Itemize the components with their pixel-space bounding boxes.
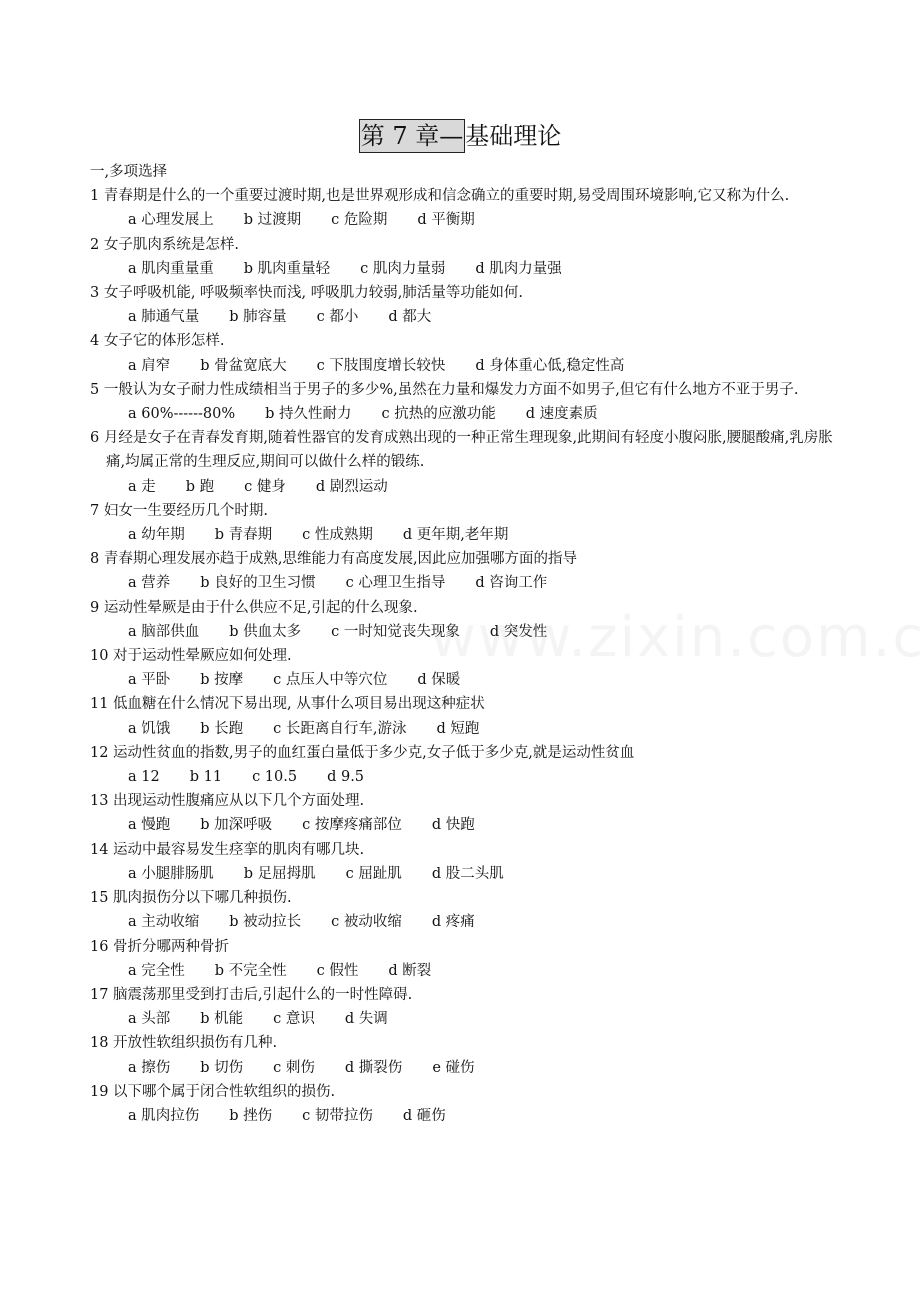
chapter-number-box: 第 7 章— [359, 119, 466, 153]
answer-option: a 肩窄 [128, 357, 171, 374]
question-item [90, 838, 850, 886]
answer-option: c 长距离自行车,游泳 [273, 720, 407, 737]
answer-options [90, 1104, 850, 1128]
answer-option: c 一时知觉丧失现象 [331, 623, 460, 640]
answer-option: b 挫伤 [229, 1107, 273, 1124]
answer-option: d 疼痛 [431, 914, 475, 931]
answer-option: c 屈趾肌 [345, 865, 402, 882]
question-item [90, 596, 850, 644]
answer-options [90, 862, 850, 886]
question-text: 12 运动性贫血的指数,男子的血红蛋白量低于多少克,女子低于多少克,就是运动性贫血 [90, 744, 635, 761]
question-text: 7 妇女一生要经历几个时期. [90, 502, 268, 519]
answer-option: d 砸伤 [402, 1107, 446, 1124]
answer-option: d 速度素质 [525, 406, 598, 423]
answer-option: b 青春期 [214, 527, 273, 544]
answer-options [90, 1007, 850, 1031]
answer-option: d 肌肉力量强 [475, 260, 562, 277]
answer-options [90, 571, 850, 595]
answer-option: b 加深呼吸 [200, 817, 273, 834]
answer-option: d 断裂 [388, 962, 432, 979]
question-item [90, 378, 850, 426]
question-text: 4 女子它的体形怎样. [90, 333, 225, 350]
question-item [90, 644, 850, 692]
answer-options [90, 523, 850, 547]
answer-option: b 足屈拇肌 [243, 865, 316, 882]
answer-option: b 11 [189, 769, 223, 786]
question-item [90, 547, 850, 595]
answer-option: b 肌肉重量轻 [243, 260, 331, 277]
answer-option: a 头部 [128, 1011, 171, 1028]
question-item [90, 184, 850, 232]
answer-option: a 完全性 [128, 962, 185, 979]
question-item [90, 499, 850, 547]
answer-option: d 9.5 [327, 769, 365, 786]
answer-option: c 肌肉力量弱 [360, 260, 446, 277]
section-heading: 一,多项选择 [90, 164, 168, 180]
answer-options [90, 1056, 850, 1080]
question-item [90, 426, 850, 499]
answer-option: b 骨盆宽底大 [200, 357, 287, 374]
answer-option: a 幼年期 [128, 527, 185, 544]
answer-option: d 短跑 [436, 720, 480, 737]
question-item [90, 886, 850, 934]
answer-options [90, 668, 850, 692]
answer-options [90, 208, 850, 232]
answer-option: a 肌肉重量重 [128, 260, 214, 277]
questions-container [90, 184, 850, 1128]
answer-options [90, 475, 850, 499]
question-item [90, 281, 850, 329]
question-text: 5 一般认为女子耐力性成绩相当于男子的多少%,虽然在力量和爆发力方面不如男子,但它有什么地方不亚于男子. [90, 381, 799, 398]
answer-options [90, 305, 850, 329]
answer-option: a 擦伤 [128, 1059, 171, 1076]
answer-options [90, 717, 850, 741]
answer-option: d 平衡期 [417, 212, 475, 229]
answer-option: c 下肢围度增长较快 [316, 357, 446, 374]
answer-options [90, 765, 850, 789]
answer-option: d 突发性 [489, 623, 548, 640]
question-text: 10 对于运动性晕厥应如何处理. [90, 648, 292, 665]
answer-option: c 都小 [316, 309, 359, 326]
question-item [90, 692, 850, 740]
answer-option: b 长跑 [200, 720, 244, 737]
answer-options [90, 257, 850, 281]
answer-option: b 跑 [185, 478, 215, 495]
question-text: 17 脑震荡那里受到打击后,引起什么的一时性障碍. [90, 986, 413, 1003]
question-text: 3 女子呼吸机能, 呼吸频率快而浅, 呼吸肌力较弱,肺活量等功能如何. [90, 285, 523, 302]
answer-option: c 心理卫生指导 [345, 575, 446, 592]
answer-option: c 点压人中等穴位 [273, 672, 388, 689]
question-item [90, 1080, 850, 1128]
answer-option: c 被动收缩 [331, 914, 402, 931]
answer-option: d 撕裂伤 [344, 1059, 403, 1076]
answer-option: c 性成熟期 [302, 527, 373, 544]
answer-options [90, 959, 850, 983]
answer-option: c 抗热的应激功能 [381, 406, 496, 423]
question-item [90, 1031, 850, 1079]
question-text: 13 出现运动性腹痛应从以下几个方面处理. [90, 793, 365, 810]
question-text: 11 低血糖在什么情况下易出现, 从事什么项目易出现这种症状 [90, 696, 485, 713]
answer-option: b 机能 [200, 1011, 244, 1028]
question-item [90, 741, 850, 789]
question-list [90, 160, 850, 1128]
question-text: 14 运动中最容易发生痉挛的肌肉有哪几块. [90, 841, 365, 858]
answer-option: c 韧带拉伤 [302, 1107, 373, 1124]
answer-option: b 切伤 [200, 1059, 244, 1076]
question-item [90, 789, 850, 837]
question-item [90, 233, 850, 281]
answer-options [90, 402, 850, 426]
answer-option: d 股二头肌 [431, 865, 504, 882]
question-text: 9 运动性晕厥是由于什么供应不足,引起的什么现象. [90, 599, 418, 616]
answer-option: c 意识 [273, 1011, 315, 1028]
answer-option: a 12 [128, 769, 160, 786]
answer-option: e 碰伤 [432, 1059, 475, 1076]
answer-option: b 良好的卫生习惯 [200, 575, 316, 592]
question-item [90, 983, 850, 1031]
answer-option: b 供血太多 [229, 623, 302, 640]
answer-option: d 保暖 [417, 672, 461, 689]
answer-option: b 肺容量 [229, 309, 287, 326]
answer-option: d 咨询工作 [475, 575, 548, 592]
question-item [90, 329, 850, 377]
question-text: 19 以下哪个属于闭合性软组织的损伤. [90, 1083, 336, 1100]
answer-option: a 肌肉拉伤 [128, 1107, 200, 1124]
answer-option: a 心理发展上 [128, 212, 214, 229]
answer-option: d 快跑 [431, 817, 475, 834]
answer-option: c 危险期 [331, 212, 388, 229]
answer-option: d 更年期,老年期 [402, 527, 509, 544]
answer-option: a 脑部供血 [128, 623, 200, 640]
question-text: 6 月经是女子在青春发育期,随着性器官的发育成熟出现的一种正常生理现象,此期间有轻度小腹闷胀,腰腿酸痛,乳房胀痛,均属正常的生理反应,期间可以做什么样的锻练. [90, 430, 833, 471]
answer-option: a 60%------80% [128, 406, 236, 423]
answer-option: a 主动收缩 [128, 914, 200, 931]
answer-option: c 按摩疼痛部位 [302, 817, 402, 834]
question-text: 1 青春期是什么的一个重要过渡时期,也是世界观形成和信念确立的重要时期,易受周围环境影响,它又称为什么. [90, 188, 790, 205]
question-text: 18 开放性软组织损伤有几种. [90, 1035, 278, 1052]
answer-option: c 10.5 [252, 769, 298, 786]
question-text: 16 骨折分哪两种骨折 [90, 938, 230, 955]
answer-option: b 被动拉长 [229, 914, 302, 931]
answer-option: d 身体重心低,稳定性高 [475, 357, 625, 374]
question-text: 8 青春期心理发展亦趋于成熟,思维能力有高度发展,因此应加强哪方面的指导 [90, 551, 578, 568]
answer-option: c 健身 [244, 478, 286, 495]
answer-option: a 走 [128, 478, 156, 495]
answer-option: a 慢跑 [128, 817, 171, 834]
answer-option: d 剧烈运动 [315, 478, 388, 495]
answer-option: b 持久性耐力 [265, 406, 352, 423]
question-text: 2 女子肌肉系统是怎样. [90, 236, 239, 253]
answer-option: a 饥饿 [128, 720, 171, 737]
answer-option: c 假性 [316, 962, 359, 979]
page-title [0, 118, 920, 154]
answer-options [90, 910, 850, 934]
answer-options [90, 620, 850, 644]
answer-option: b 不完全性 [214, 962, 287, 979]
answer-option: a 平卧 [128, 672, 171, 689]
question-text: 15 肌肉损伤分以下哪几种损伤. [90, 890, 292, 907]
answer-option: d 失调 [344, 1011, 388, 1028]
question-item [90, 935, 850, 983]
chapter-name: 基础理论 [465, 122, 562, 150]
answer-option: c 刺伤 [273, 1059, 315, 1076]
answer-option: a 小腿腓肠肌 [128, 865, 214, 882]
answer-option: d 都大 [388, 309, 432, 326]
answer-option: a 肺通气量 [128, 309, 200, 326]
answer-option: b 按摩 [200, 672, 244, 689]
answer-option: b 过渡期 [243, 212, 302, 229]
answer-options [90, 354, 850, 378]
answer-option: a 营养 [128, 575, 171, 592]
answer-options [90, 813, 850, 837]
